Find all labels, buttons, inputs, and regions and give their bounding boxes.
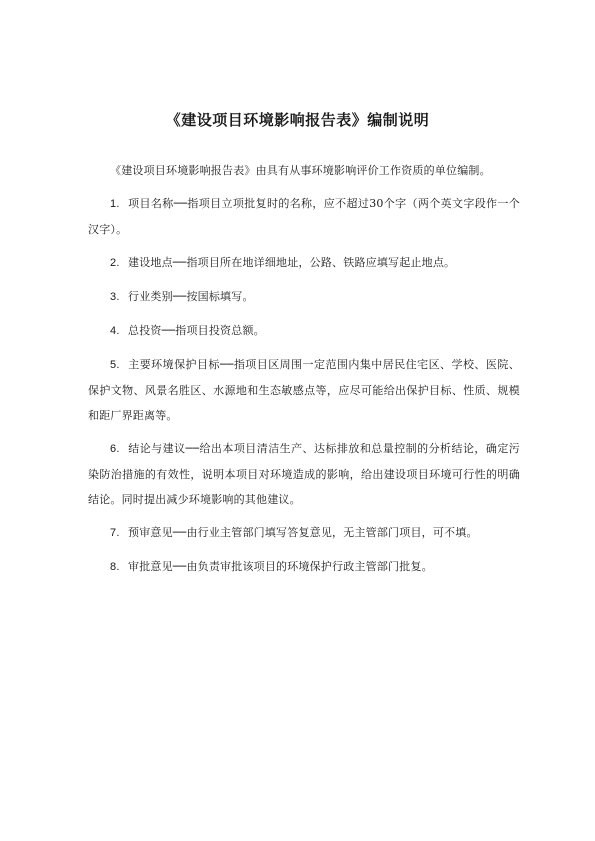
intro-paragraph: 《建设项目环境影响报告表》由具有从事环境影响评价工作资质的单位编制。 <box>110 164 491 177</box>
item-4 <box>88 318 520 344</box>
item-number: 5. <box>110 359 120 371</box>
item-2 <box>88 250 520 276</box>
item-text: 总投资──指项目投资总额。 <box>128 324 265 337</box>
item-number: 8. <box>110 561 120 573</box>
document-title: 《建设项目环境影响报告表》编制说明 <box>165 111 430 129</box>
item-text: 项目名称──指项目立项批复时的名称，应不超过30个字（两个英文字段作一个汉字）。 <box>88 197 520 236</box>
item-text: 预审意见──由行业主管部门填写答复意见，无主管部门项目，可不填。 <box>128 526 478 539</box>
item-3 <box>88 284 520 310</box>
item-text: 主要环境保护目标──指项目区周围一定范围内集中居民住宅区、学校、医院、保护文物、风景名胜区、水源地和生态敏感点等，应尽可能给出保护目标、性质、规模和距厂界距离等。 <box>88 358 520 422</box>
item-8 <box>88 554 520 580</box>
item-text: 审批意见──由负责审批该项目的环境保护行政主管部门批复。 <box>128 560 433 573</box>
item-number: 2. <box>110 257 120 269</box>
item-1 <box>88 191 520 242</box>
item-6 <box>88 436 520 512</box>
item-text: 行业类别──按国标填写。 <box>128 290 254 303</box>
item-number: 1. <box>110 198 120 210</box>
item-5 <box>88 352 520 428</box>
item-7 <box>88 520 520 546</box>
item-text: 结论与建议──给出本项目清洁生产、达标排放和总量控制的分析结论，确定污染防治措施的有效性，说明本项目对环境造成的影响，给出建设项目环境可行性的明确结论。同时提出减少环境影响的其他建议。 <box>88 442 520 506</box>
item-number: 3. <box>110 291 120 303</box>
document-body <box>88 158 520 588</box>
item-number: 7. <box>110 527 120 539</box>
item-number: 4. <box>110 325 120 337</box>
item-number: 6. <box>110 443 120 455</box>
item-text: 建设地点──指项目所在地详细地址，公路、铁路应填写起止地点。 <box>128 256 456 269</box>
